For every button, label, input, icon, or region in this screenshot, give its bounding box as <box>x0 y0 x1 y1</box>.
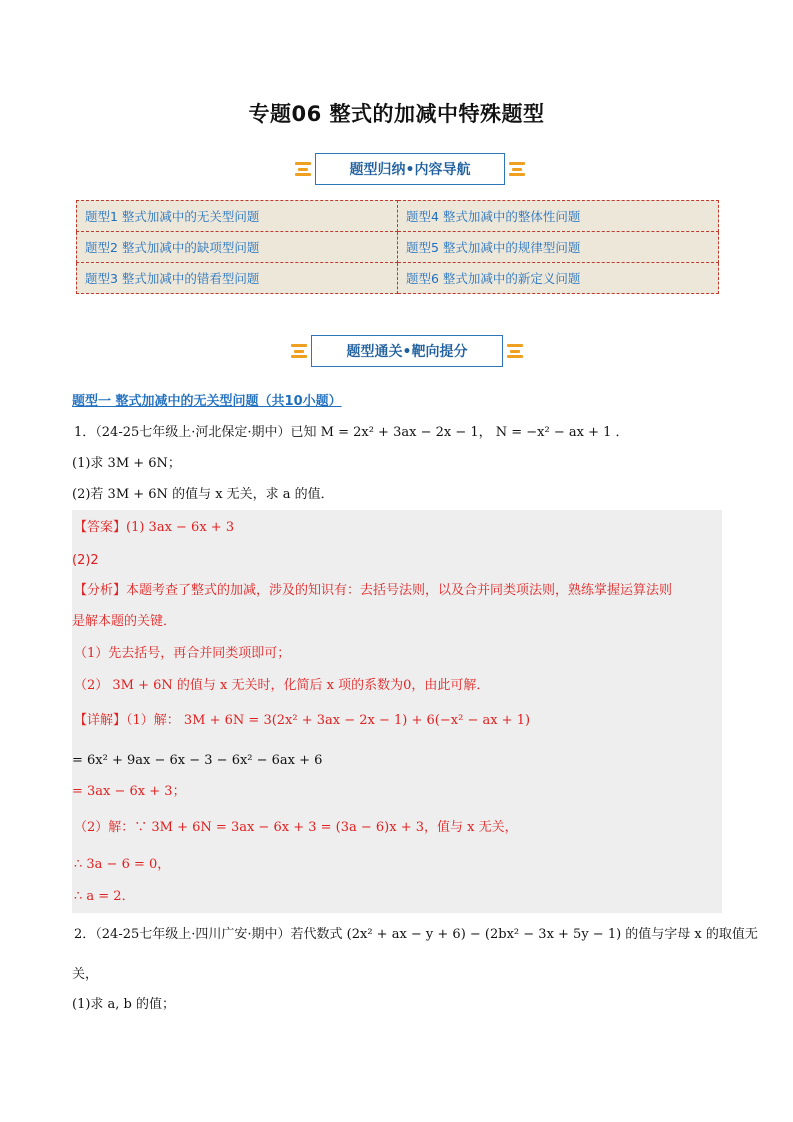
practice-banner-label: 题型通关•靶向提分 <box>311 335 503 367</box>
topic-navigation-table <box>76 200 719 294</box>
question-1-part-2: (2)若 3M + 6N 的值与 x 无关，求 a 的值． <box>72 487 334 502</box>
nav-item[interactable]: 题型1 整式加减中的无关型问题 <box>77 201 398 232</box>
detail-line-5: ∴ 3a − 6 = 0， <box>74 857 171 872</box>
analysis-line-1: 【分析】本题考查了整式的加减，涉及的知识有：去括号法则，以及合并同类项法则，熟练掌握运算法则 <box>74 583 673 598</box>
question-1-part-1: (1)求 3M + 6N； <box>72 456 181 471</box>
nav-banner <box>295 153 525 185</box>
table-row <box>77 201 719 232</box>
nav-item[interactable]: 题型2 整式加减中的缺项型问题 <box>77 232 398 263</box>
practice-banner <box>291 335 523 367</box>
table-row <box>77 232 719 263</box>
analysis-step-2: （2） 3M + 6N 的值与 x 无关时，化简后 x 项的系数为0，由此可解． <box>74 678 490 693</box>
question-2-part-1: (1)求 a, b 的值； <box>72 997 176 1012</box>
question-2-stem-cont: 关， <box>72 967 99 982</box>
answer-2: (2)2 <box>72 553 99 568</box>
decoration-icon <box>509 162 525 176</box>
question-1-stem: 1．（24-25七年级上·河北保定·期中）已知 M = 2x² + 3ax − 2x − 1， N = −x² − ax + 1 ． <box>74 425 629 440</box>
analysis-line-2: 是解本题的关键． <box>72 614 177 629</box>
detail-line-6: ∴ a = 2． <box>74 889 135 904</box>
analysis-step-1: （1）先去括号，再合并同类项即可； <box>74 646 291 661</box>
nav-item[interactable]: 题型6 整式加减中的新定义问题 <box>398 263 719 294</box>
decoration-icon <box>295 162 311 176</box>
nav-item[interactable]: 题型3 整式加减中的错看型问题 <box>77 263 398 294</box>
section-heading: 题型一 整式加减中的无关型问题（共10小题） <box>72 394 342 409</box>
page-title: 专题06 整式的加减中特殊题型 <box>248 102 545 126</box>
decoration-icon <box>507 344 523 358</box>
question-2-stem: 2．（24-25七年级上·四川广安·期中）若代数式 (2x² + ax − y + 6) − (2bx² − 3x + 5y − 1) 的值与字母 x 的取值无 <box>74 927 758 942</box>
detail-line-4: （2）解：∵ 3M + 6N = 3ax − 6x + 3 = (3a − 6)x + 3，值与 x 无关， <box>74 820 518 835</box>
detail-line-1: 【详解】（1）解： 3M + 6N = 3(2x² + 3ax − 2x − 1) + 6(−x² − ax + 1) <box>74 713 531 728</box>
nav-item[interactable]: 题型5 整式加减中的规律型问题 <box>398 232 719 263</box>
decoration-icon <box>291 344 307 358</box>
nav-item[interactable]: 题型4 整式加减中的整体性问题 <box>398 201 719 232</box>
table-row <box>77 263 719 294</box>
nav-banner-label: 题型归纳•内容导航 <box>315 153 505 185</box>
answer-1: 【答案】(1) 3ax − 6x + 3 <box>74 520 235 535</box>
detail-line-2: = 6x² + 9ax − 6x − 3 − 6x² − 6ax + 6 <box>72 753 323 768</box>
detail-line-3: = 3ax − 6x + 3； <box>72 784 186 799</box>
